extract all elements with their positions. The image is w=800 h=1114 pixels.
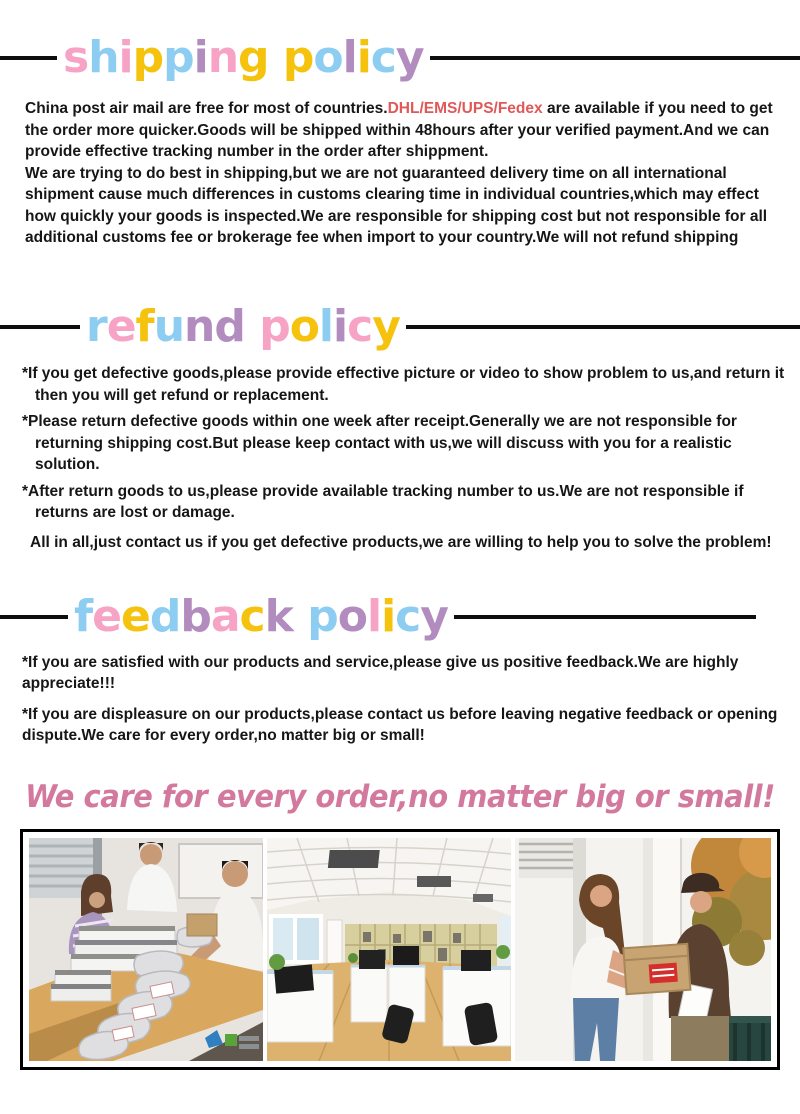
refund-policy-text [22, 363, 790, 553]
heading-letter: p [163, 32, 194, 83]
shipping-heading-row [0, 34, 800, 82]
store-policy-poster [0, 34, 800, 1114]
heading-letter: y [395, 32, 424, 83]
heading-letter: o [337, 591, 367, 643]
heading-letter: o [313, 32, 343, 83]
feedback-policy-section [0, 593, 800, 746]
delivery-handover-illustration [515, 838, 771, 1061]
office-room-photo [267, 838, 511, 1061]
heading-letter: n [184, 300, 215, 352]
feedback-heading-row [0, 593, 800, 641]
shipping-paragraph-2: We are trying to do best in shipping,but we are not guaranteed delivery time on all international shipment cause much differences in customs clearing time in individual countries,which may effect how quickly your goods is inspected.We are responsible for shipping cost but not responsible for all additional customs fee or brokerage fee when import to your country.We will not refund shipping [25, 164, 768, 247]
heading-letter: h [88, 32, 119, 83]
heading-letter: d [214, 300, 245, 352]
heading-rule-left [0, 615, 68, 619]
heading-letter: y [420, 591, 448, 643]
heading-letter: s [63, 32, 89, 83]
refund-policy-heading [86, 300, 400, 352]
packing-parcels-illustration [29, 838, 263, 1061]
feedback-policy-heading [74, 593, 448, 641]
heading-letter: k [264, 591, 293, 643]
heading-letter [269, 32, 283, 83]
heading-letter: l [366, 591, 382, 643]
heading-letter: e [106, 300, 136, 352]
heading-letter: p [307, 591, 338, 643]
heading-letter: c [370, 32, 396, 83]
shipping-policy-text [25, 98, 788, 249]
heading-letter: p [282, 32, 314, 83]
refund-item: *After return goods to us,please provide available tracking number to us.We are not responsible if returns are lost or damage. [22, 482, 744, 522]
heading-rule-left [0, 56, 57, 60]
feedback-item: *If you are displeasure on our products,please contact us before leaving negative feedback or opening dispute.We care for every order,no matter big or small! [22, 705, 778, 745]
heading-letter: o [289, 300, 319, 352]
shipping-policy-section [0, 34, 800, 249]
heading-letter: e [92, 591, 121, 643]
heading-letter: f [74, 591, 93, 643]
shipping-policy-heading [63, 34, 424, 82]
heading-letter: g [238, 32, 269, 83]
refund-item: *Please return defective goods within one week after receipt.Generally we are not responsible for returning shipping cost.But please keep contact with us,we will discuss with you for a realistic solution. [22, 413, 737, 474]
care-slogan: We care for every order,no matter big or small! [25, 777, 775, 815]
heading-letter: a [210, 591, 240, 643]
heading-rule-right [430, 56, 800, 60]
heading-letter: u [153, 300, 185, 352]
heading-letter: c [347, 300, 373, 352]
feedback-policy-text [22, 652, 790, 747]
heading-letter: f [135, 300, 154, 352]
heading-letter: l [342, 32, 357, 83]
heading-rule-left [0, 325, 80, 329]
heading-letter: p [132, 32, 164, 83]
heading-letter: c [395, 591, 421, 643]
heading-letter: i [333, 300, 348, 352]
heading-letter: p [259, 300, 290, 352]
heading-letter [245, 301, 259, 352]
refund-item: All in all,just contact us if you get defective products,we are willing to help you to solve the problem! [30, 533, 772, 551]
shipping-text-black-2: are available if you need to get the order more quicker.Goods will be shipped within 48hours after your verified payment.And we can provide effective tracking number in the order after shippment. [25, 100, 773, 161]
packing-parcels-photo [29, 838, 263, 1061]
heading-letter: i [118, 32, 133, 83]
heading-letter: d [149, 591, 181, 643]
heading-rule-right [406, 325, 800, 329]
delivery-handover-photo [515, 838, 771, 1061]
heading-letter: r [86, 300, 107, 352]
shipping-paragraph-1 [25, 98, 788, 163]
photo-strip [20, 829, 780, 1070]
carriers-highlight: DHL/EMS/UPS/Fedex [387, 100, 543, 118]
heading-rule-right [454, 615, 756, 619]
heading-letter: i [381, 591, 396, 643]
heading-letter [293, 591, 307, 642]
refund-item: *If you get defective goods,please provide effective picture or video to show problem to us,and return it then you will get refund or replacement. [22, 365, 785, 404]
refund-policy-section [0, 300, 800, 553]
office-room-illustration [267, 838, 511, 1061]
heading-letter: c [239, 591, 265, 643]
heading-letter: l [318, 300, 334, 352]
shipping-text-black-1: China post air mail are free for most of countries. [25, 100, 388, 118]
heading-letter: i [193, 32, 208, 83]
heading-letter: n [207, 32, 239, 83]
feedback-item: *If you are satisfied with our products and service,please give us positive feedback.We are highly appreciate!!! [22, 653, 739, 693]
heading-letter: y [372, 300, 400, 352]
heading-letter: b [180, 591, 211, 643]
heading-letter: i [356, 32, 371, 83]
refund-heading-row [0, 300, 800, 352]
heading-letter: e [121, 591, 150, 643]
